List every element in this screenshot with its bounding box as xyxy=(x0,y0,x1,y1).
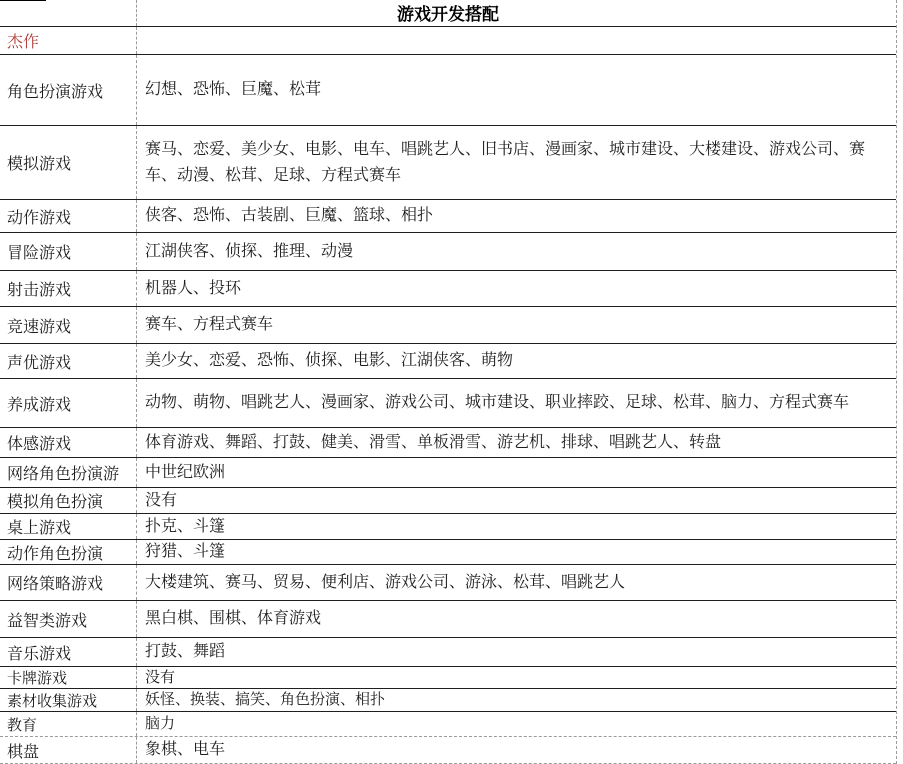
table-row xyxy=(0,126,896,200)
combo-cell xyxy=(137,737,896,763)
combo-text: 侠客、恐怖、古装剧、巨魔、篮球、相扑 xyxy=(145,207,434,224)
genre-label: 素材收集游戏 xyxy=(7,693,98,710)
genre-cell xyxy=(0,126,137,199)
table-row xyxy=(0,27,896,55)
table-row xyxy=(0,271,896,307)
table-row xyxy=(0,233,896,271)
combo-text: 幻想、恐怖、巨魔、松茸 xyxy=(145,81,322,98)
combo-cell xyxy=(137,200,896,232)
combo-cell xyxy=(137,344,896,378)
table-row xyxy=(0,514,896,540)
genre-cell xyxy=(0,488,137,513)
table-row xyxy=(0,458,896,488)
genre-cell xyxy=(0,638,137,666)
genre-label: 声优游戏 xyxy=(7,354,72,372)
genre-cell xyxy=(0,667,137,688)
genre-cell xyxy=(0,458,137,487)
table-row xyxy=(0,488,896,514)
table-row xyxy=(0,712,896,737)
genre-cell xyxy=(0,271,137,306)
genre-cell xyxy=(0,737,137,763)
table-row xyxy=(0,737,896,764)
genre-cell xyxy=(0,712,137,736)
combo-cell xyxy=(137,638,896,666)
combo-text: 脑力 xyxy=(145,716,176,732)
genre-label: 杰作 xyxy=(7,34,40,51)
genre-label: 模拟角色扮演 xyxy=(7,494,104,511)
genre-label: 益智类游戏 xyxy=(7,612,88,630)
table-row xyxy=(0,55,896,126)
genre-label: 网络策略游戏 xyxy=(7,576,104,593)
combo-text: 象棋、电车 xyxy=(145,741,226,758)
genre-label: 体感游戏 xyxy=(7,436,72,453)
combo-cell xyxy=(137,689,896,711)
combo-text: 狩猎、斗篷 xyxy=(145,543,226,560)
combo-text: 体育游戏、舞蹈、打鼓、健美、滑雪、单板滑雪、游艺机、排球、唱跳艺人、转盘 xyxy=(145,433,722,451)
combo-cell xyxy=(137,540,896,564)
combo-cell xyxy=(137,565,896,600)
combo-cell xyxy=(137,379,896,427)
genre-cell xyxy=(0,233,137,270)
genre-label: 射击游戏 xyxy=(7,282,72,299)
combo-cell xyxy=(137,488,896,513)
combo-cell xyxy=(137,601,896,637)
table-row xyxy=(0,344,896,379)
table-row xyxy=(0,307,896,344)
combo-text: 大楼建筑、赛马、贸易、便利店、游戏公司、游泳、松茸、唱跳艺人 xyxy=(145,573,626,591)
combo-text: 美少女、恋爱、恐怖、侦探、电影、江湖侠客、萌物 xyxy=(145,352,514,369)
combo-cell xyxy=(137,667,896,688)
genre-cell xyxy=(0,344,137,378)
genre-label: 动作游戏 xyxy=(7,209,72,227)
combo-cell xyxy=(137,233,896,270)
genre-label: 音乐游戏 xyxy=(7,645,72,663)
genre-label: 棋盘 xyxy=(7,743,40,761)
combo-text: 机器人、投环 xyxy=(145,279,242,297)
table-row xyxy=(0,200,896,233)
genre-cell xyxy=(0,27,137,54)
genre-label: 卡牌游戏 xyxy=(7,671,68,687)
combo-text: 没有 xyxy=(145,669,176,686)
table-row xyxy=(0,565,896,601)
genre-cell xyxy=(0,379,137,427)
genre-label: 角色扮演游戏 xyxy=(7,83,104,101)
genre-cell xyxy=(0,428,137,457)
combo-text: 扑克、斗篷 xyxy=(145,517,226,535)
genre-cell xyxy=(0,540,137,564)
genre-label: 网络角色扮演游 xyxy=(7,466,120,483)
genre-label: 模拟游戏 xyxy=(7,156,72,173)
genre-label: 教育 xyxy=(7,717,38,734)
combo-text: 打鼓、舞蹈 xyxy=(145,643,226,660)
combo-text: 没有 xyxy=(145,491,178,509)
combo-text: 赛车、方程式赛车 xyxy=(145,316,274,333)
genre-label: 养成游戏 xyxy=(7,396,72,414)
table-row xyxy=(0,638,896,667)
page-title: 游戏开发搭配 xyxy=(397,5,499,24)
combo-cell xyxy=(137,27,896,54)
combo-cell xyxy=(137,126,896,199)
combo-text: 妖怪、换装、搞笑、角色扮演、相扑 xyxy=(145,692,386,708)
combo-cell xyxy=(137,55,896,125)
table-row xyxy=(0,379,896,428)
genre-label: 竞速游戏 xyxy=(7,318,72,336)
combo-cell xyxy=(137,514,896,539)
combo-text: 中世纪欧洲 xyxy=(145,463,226,481)
genre-cell xyxy=(0,514,137,539)
table-row xyxy=(0,689,896,712)
table-row xyxy=(0,667,896,689)
table-row xyxy=(0,428,896,458)
combo-text: 江湖侠客、侦探、推理、动漫 xyxy=(145,242,354,260)
table-row xyxy=(0,601,896,638)
genre-cell xyxy=(0,689,137,711)
genre-label: 动作角色扮演 xyxy=(7,545,104,563)
genre-cell xyxy=(0,200,137,232)
genre-cell xyxy=(0,307,137,343)
genre-cell xyxy=(0,565,137,600)
genre-label: 桌上游戏 xyxy=(7,520,72,537)
combo-cell xyxy=(137,428,896,457)
combo-text: 黑白棋、围棋、体育游戏 xyxy=(145,610,322,627)
combo-cell xyxy=(137,712,896,736)
genre-cell xyxy=(0,601,137,637)
combo-cell xyxy=(137,458,896,487)
table-row xyxy=(0,540,896,565)
combo-cell xyxy=(137,307,896,343)
genre-label: 冒险游戏 xyxy=(7,245,72,262)
combo-text: 赛马、恋爱、美少女、电影、电车、唱跳艺人、旧书店、漫画家、城市建设、大楼建设、游戏公司、赛车、动漫、松茸、足球、方程式赛车 xyxy=(145,140,866,184)
genre-cell xyxy=(0,55,137,125)
combo-text: 动物、萌物、唱跳艺人、漫画家、游戏公司、城市建设、职业摔跤、足球、松茸、脑力、方程式赛车 xyxy=(145,394,850,411)
table-header-row xyxy=(0,0,896,27)
combo-cell xyxy=(137,271,896,306)
